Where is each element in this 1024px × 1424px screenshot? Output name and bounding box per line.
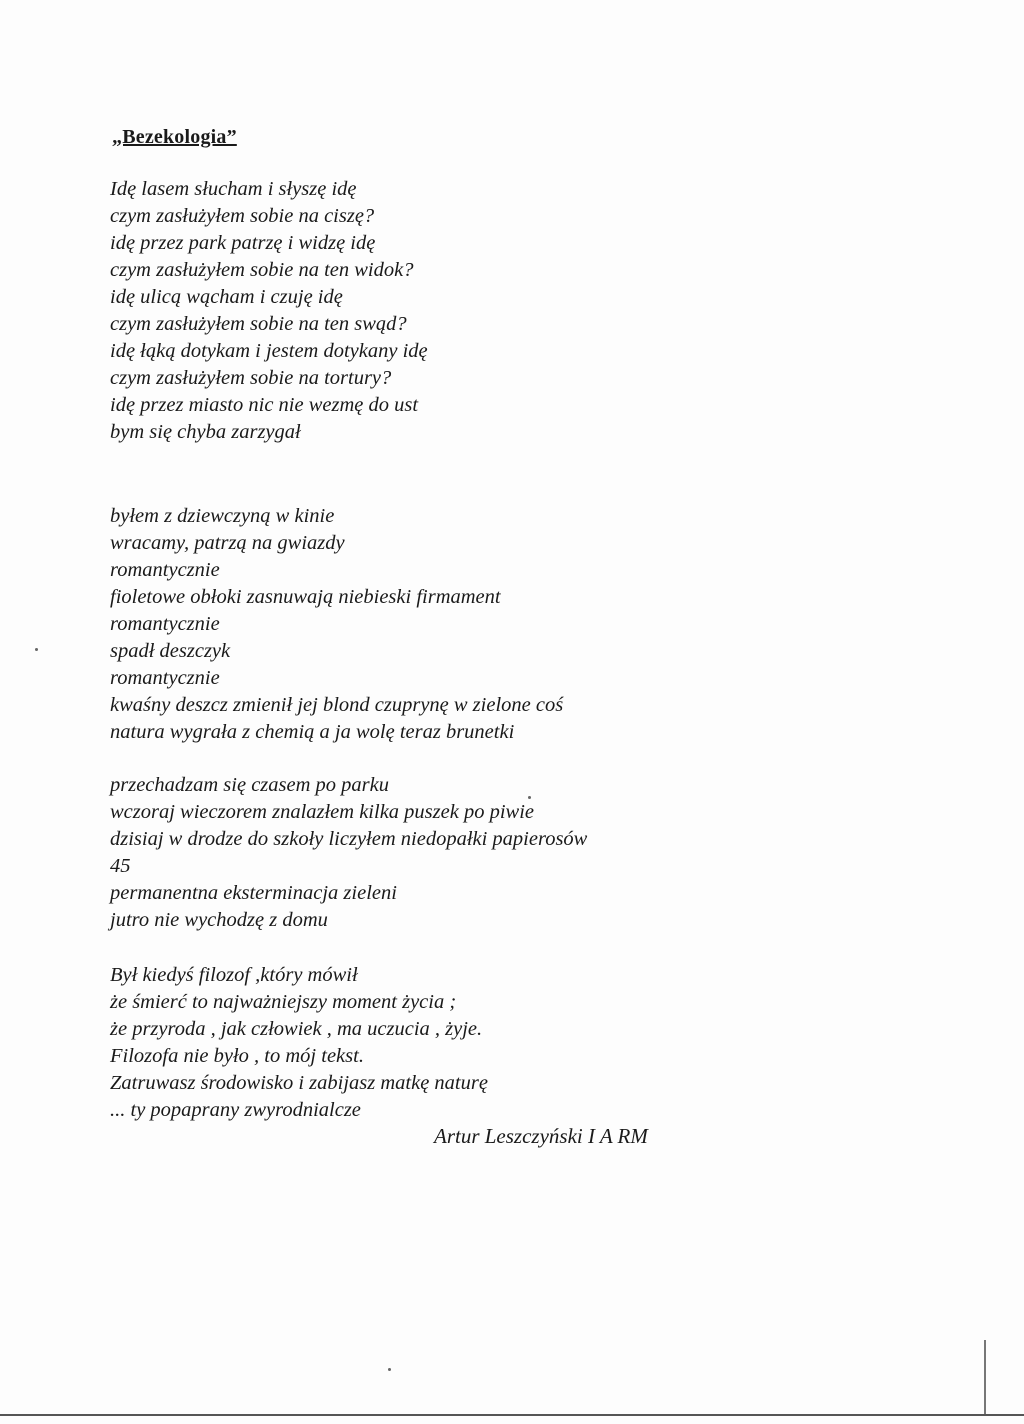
scan-speck xyxy=(528,796,531,799)
poem-line: natura wygrała z chemią a ja wolę teraz brunetki xyxy=(110,721,515,743)
poem-line: że śmierć to najważniejszy moment życia ; xyxy=(110,991,457,1013)
poem-line: idę przez miasto nic nie wezmę do ust xyxy=(110,394,419,416)
poem-line: romantycznie xyxy=(110,667,220,689)
poem-line: czym zasłużyłem sobie na ten widok? xyxy=(110,259,414,281)
stanza-4 xyxy=(110,962,488,1124)
scan-edge-mark xyxy=(984,1340,986,1414)
poem-line: kwaśny deszcz zmienił jej blond czuprynę w zielone coś xyxy=(110,694,564,716)
poem-line: Idę lasem słucham i słyszę idę xyxy=(110,178,357,200)
poem-line: romantycznie xyxy=(110,613,220,635)
poem-line: bym się chyba zarzygał xyxy=(110,421,301,443)
scan-bottom-edge xyxy=(0,1414,1024,1416)
poem-line: czym zasłużyłem sobie na tortury? xyxy=(110,367,392,389)
poem-line: idę łąką dotykam i jestem dotykany idę xyxy=(110,340,428,362)
poem-line: że przyroda , jak człowiek , ma uczucia , żyje. xyxy=(110,1018,483,1040)
poem-line: wracamy, patrzą na gwiazdy xyxy=(110,532,345,554)
poem-line: wczoraj wieczorem znalazłem kilka puszek po piwie xyxy=(110,801,534,823)
poem-line: czym zasłużyłem sobie na ciszę? xyxy=(110,205,375,227)
author-signature: Artur Leszczyński I A RM xyxy=(434,1124,648,1148)
stanza-2 xyxy=(110,503,563,746)
poem-line: idę ulicą wącham i czuję idę xyxy=(110,286,343,308)
poem-line: 45 xyxy=(110,855,131,877)
poem-line: Był kiedyś filozof ,który mówił xyxy=(110,964,358,986)
scan-speck xyxy=(35,648,38,651)
poem-line: fioletowe obłoki zasnuwają niebieski firmament xyxy=(110,586,501,608)
poem-line: idę przez park patrzę i widzę idę xyxy=(110,232,376,254)
poem-line: Filozofa nie było , to mój tekst. xyxy=(110,1045,364,1067)
stanza-3 xyxy=(110,772,587,934)
poem-line: romantycznie xyxy=(110,559,220,581)
poem-line: Zatruwasz środowisko i zabijasz matkę naturę xyxy=(110,1072,488,1094)
scan-speck xyxy=(388,1368,391,1371)
poem-line: permanentna eksterminacja zieleni xyxy=(110,882,397,904)
poem-title: „Bezekologia” xyxy=(112,126,237,148)
poem-line: przechadzam się czasem po parku xyxy=(110,774,389,796)
poem-line: jutro nie wychodzę z domu xyxy=(110,909,328,931)
poem-line: ... ty popaprany zwyrodnialcze xyxy=(110,1099,361,1121)
poem-line: dzisiaj w drodze do szkoły liczyłem niedopałki papierosów xyxy=(110,828,588,850)
stanza-1 xyxy=(110,176,428,446)
poem-line: spadł deszczyk xyxy=(110,640,231,662)
poem-line: czym zasłużyłem sobie na ten swąd? xyxy=(110,313,407,335)
poem-line: byłem z dziewczyną w kinie xyxy=(110,505,335,527)
